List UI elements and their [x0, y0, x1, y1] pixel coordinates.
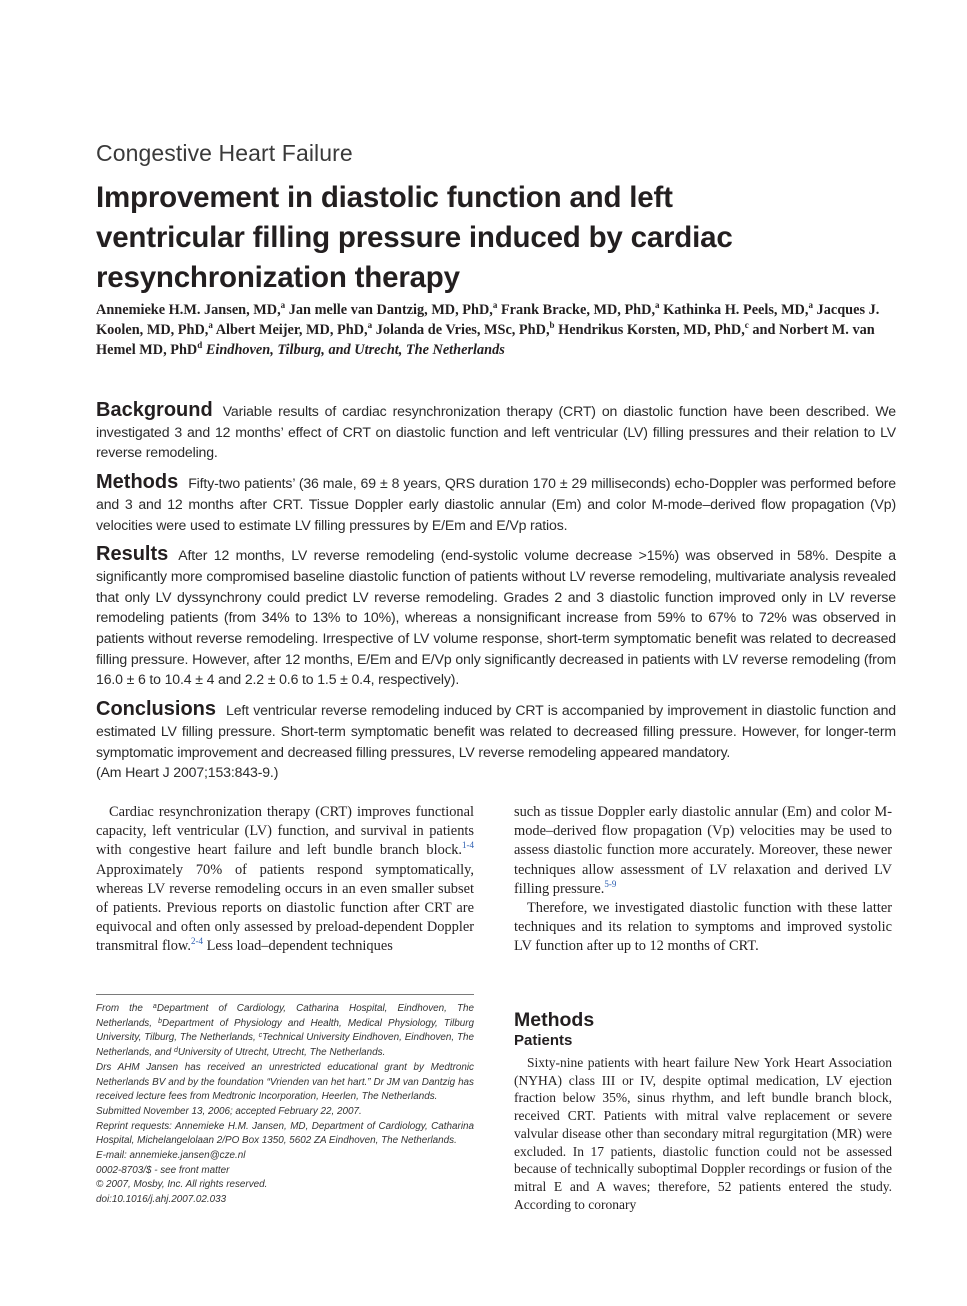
intro-paragraph [96, 803, 474, 957]
affiliation-mark: a [208, 320, 213, 330]
abstract-text: Left ventricular reverse remodeling induced by CRT is accompanied by improvement in diastolic function and estimated LV filling pressure. Short-term symptomatic benefit was related to decreased filling pressure. However, for longer-term symptomatic improvement and decreased filling pressures, LV reverse remodeling appeared mandatory. [96, 702, 896, 760]
body-text: Approximately 70% of patients respond symptomatically, whereas LV reverse remodeling occurs in an even smaller subset of patients. Previous reports on diastolic function after CRT are equivocal and often only assessed by preload-dependent Doppler transmitral flow. [96, 861, 474, 955]
author-name: Annemieke H.M. Jansen, MD, [96, 302, 281, 318]
methods-heading: Methods [514, 1009, 595, 1031]
section-label: Congestive Heart Failure [96, 140, 353, 166]
note-text: Department of Physiology and Health, Medical Physiology, Tilburg University, Tilburg, The Netherlands, [96, 1017, 475, 1044]
footnotes [96, 1002, 474, 1208]
body-column-right [514, 803, 892, 957]
note-text: Technical University Eindhoven, Eindhoven, The Netherlands, and [96, 1032, 474, 1059]
issn-note: 0002-8703/$ - see front matter [96, 1164, 230, 1176]
article-title: Improvement in diastolic function and left ventricular filling pressure induced by cardiac resynchronization therapy [96, 181, 733, 294]
body-column-left [96, 803, 474, 957]
author-name: Jolanda de Vries, MSc, PhD, [375, 322, 550, 338]
intro-paragraph-aim: Therefore, we investigated diastolic function with these latter techniques and its relation to symptoms and improved systolic LV function after up to 12 months of CRT. [514, 900, 892, 955]
affiliation-mark: a [152, 1003, 157, 1010]
abstract-heading: Methods [96, 471, 179, 494]
note-text: University of Utrecht, Utrecht, The Netherlands. [177, 1047, 386, 1059]
author-name: and Norbert M. van Hemel MD, PhD [96, 322, 875, 358]
author-name: Albert Meijer, MD, PhD, [215, 322, 368, 338]
affiliation-mark: a [492, 300, 498, 310]
affiliation-mark: a [280, 300, 286, 310]
note-text: Department of Cardiology, Catharina Hospital, Eindhoven, The Netherlands, [96, 1003, 474, 1029]
abstract-conclusions [96, 699, 896, 783]
body-text: Less load–dependent techniques [202, 938, 393, 955]
abstract-citation: (Am Heart J 2007;153:843-9.) [96, 764, 279, 781]
submission-note: Submitted November 13, 2006; accepted February 22, 2007. [96, 1105, 362, 1117]
abstract-heading: Conclusions [96, 698, 217, 721]
reference-link[interactable]: 1-4 [462, 840, 474, 851]
abstract-text: Fifty-two patients’ (36 male, 69 ± 8 years, QRS duration 170 ± 29 milliseconds) echo-Doppler was performed before and 3 and 12 months after CRT. Tissue Doppler early diastolic annular (Em) and color M-mode–derived flow propagation (Vp) velocities were used to estimate LV filling pressures by E/Em and E/Vp ratios. [96, 475, 896, 533]
body-text: Cardiac resynchronization therapy (CRT) improves functional capacity, left ventricular (LV) function, and survival in patients with congestive heart failure and left bundle branch block. [96, 804, 474, 859]
intro-paragraph-continued [514, 803, 892, 899]
abstract-background [96, 400, 896, 463]
doi-link[interactable]: doi:10.1016/j.ahj.2007.02.033 [96, 1194, 227, 1206]
affiliation-mark: a [655, 300, 660, 310]
reference-link[interactable]: 2-4 [190, 936, 203, 947]
abstract-methods [96, 472, 896, 535]
affiliation-mark: a [367, 320, 373, 330]
abstract [96, 400, 896, 792]
abstract-text: Variable results of cardiac resynchronization therapy (CRT) on diastolic function have been described. We investigated 3 and 12 months’ effect of CRT on diastolic function and left ventricular (LV) filling pressures and their relation to LV reverse remodeling. [96, 403, 896, 461]
copyright-note: © 2007, Mosby, Inc. All rights reserved. [96, 1179, 268, 1191]
methods-paragraph: Sixty-nine patients with heart failure New York Heart Association (NYHA) class III or IV, despite optimal medication, LV ejection fraction below 35%, sinus rhythm, and left bundle branch block, received CRT. Patients with mitral valve replacement or severe valvular disease other than secondary mitral regurgitation (MR) were excluded. In 17 patients, diastolic function could not be assessed because of technically suboptimal Doppler recordings or fusion of the mitral E and A waves; therefore, 52 patients entered the study. According to coronary [514, 1055, 892, 1212]
author-locations: Eindhoven, Tilburg, and Utrecht, The Netherlands [205, 342, 505, 358]
affiliation-mark: b [549, 320, 555, 330]
author-list [96, 300, 896, 360]
author-name: Jacques J. Koolen, MD, PhD, [96, 302, 880, 338]
affiliation-mark: d [197, 340, 203, 350]
abstract-heading: Results [96, 543, 169, 566]
abstract-results [96, 544, 896, 690]
grant-note: Drs AHM Jansen has received an unrestricted educational grant by Medtronic Netherlands BV and by the foundation “Vrienden van het hart.” Dr JM van Dantzig has received lecture fees from Medtronic Incorporation, Heerlen, The Netherlands. [96, 1061, 474, 1103]
reprint-note: Reprint requests: Annemieke H.M. Jansen, MD, Department of Cardiology, Catharina Hospital, Michelangelolaan 2/PO Box 1350, 5602 ZA Eindhoven, The Netherlands. [96, 1120, 474, 1147]
reference-link[interactable]: 5-9 [604, 878, 617, 889]
affiliation-mark: d [173, 1047, 178, 1055]
email-link[interactable]: E-mail: annemieke.jansen@cze.nl [96, 1150, 246, 1162]
affiliation-mark: a [808, 300, 813, 310]
affiliation-mark: c [744, 320, 749, 330]
note-text: From the [96, 1003, 153, 1014]
author-name: Hendrikus Korsten, MD, PhD, [558, 322, 745, 338]
abstract-text: After 12 months, LV reverse remodeling (end-systolic volume decrease >15%) was observed in 58%. Despite a significantly more compromised baseline diastolic function of patients without LV reverse remodeling, multivariate analysis revealed that only LV dyssynchrony could predict LV reverse remodeling. Grades 2 and 3 diastolic function improved only in LV reverse remodeling patients (from 34% to 13% to 10%), whereas a nonsignificant increase from 59% to 67% to 72% was observed in patients without reverse remodeling. Irrespective of LV volume response, short-term symptomatic benefit was related to decreased filling pressure. However, after 12 months, E/Em and E/Vp only significantly decreased in patients with LV reverse remodeling (from 16.0 ± 6 to 10.4 ± 4 and 2.2 ± 0.6 to 1.5 ± 0.4, respectively). [96, 547, 896, 688]
author-name: Frank Bracke, MD, PhD, [500, 302, 656, 318]
patients-subheading: Patients [514, 1032, 573, 1049]
abstract-heading: Background [96, 399, 213, 421]
body-text: such as tissue Doppler early diastolic annular (Em) and color M-mode–derived flow propagation (Vp) velocities may be used to assess diastolic function more accurately. Moreover, these newer techniques allow assessment of LV relaxation and derived LV filling pressure. [514, 804, 892, 897]
author-name: Kathinka H. Peels, MD, [663, 302, 809, 318]
affiliations-note [96, 1002, 474, 1061]
affiliation-mark: c [258, 1032, 263, 1040]
footnote-divider [96, 994, 474, 995]
affiliation-mark: b [158, 1017, 163, 1025]
author-name: Jan melle van Dantzig, MD, PhD, [288, 302, 493, 318]
